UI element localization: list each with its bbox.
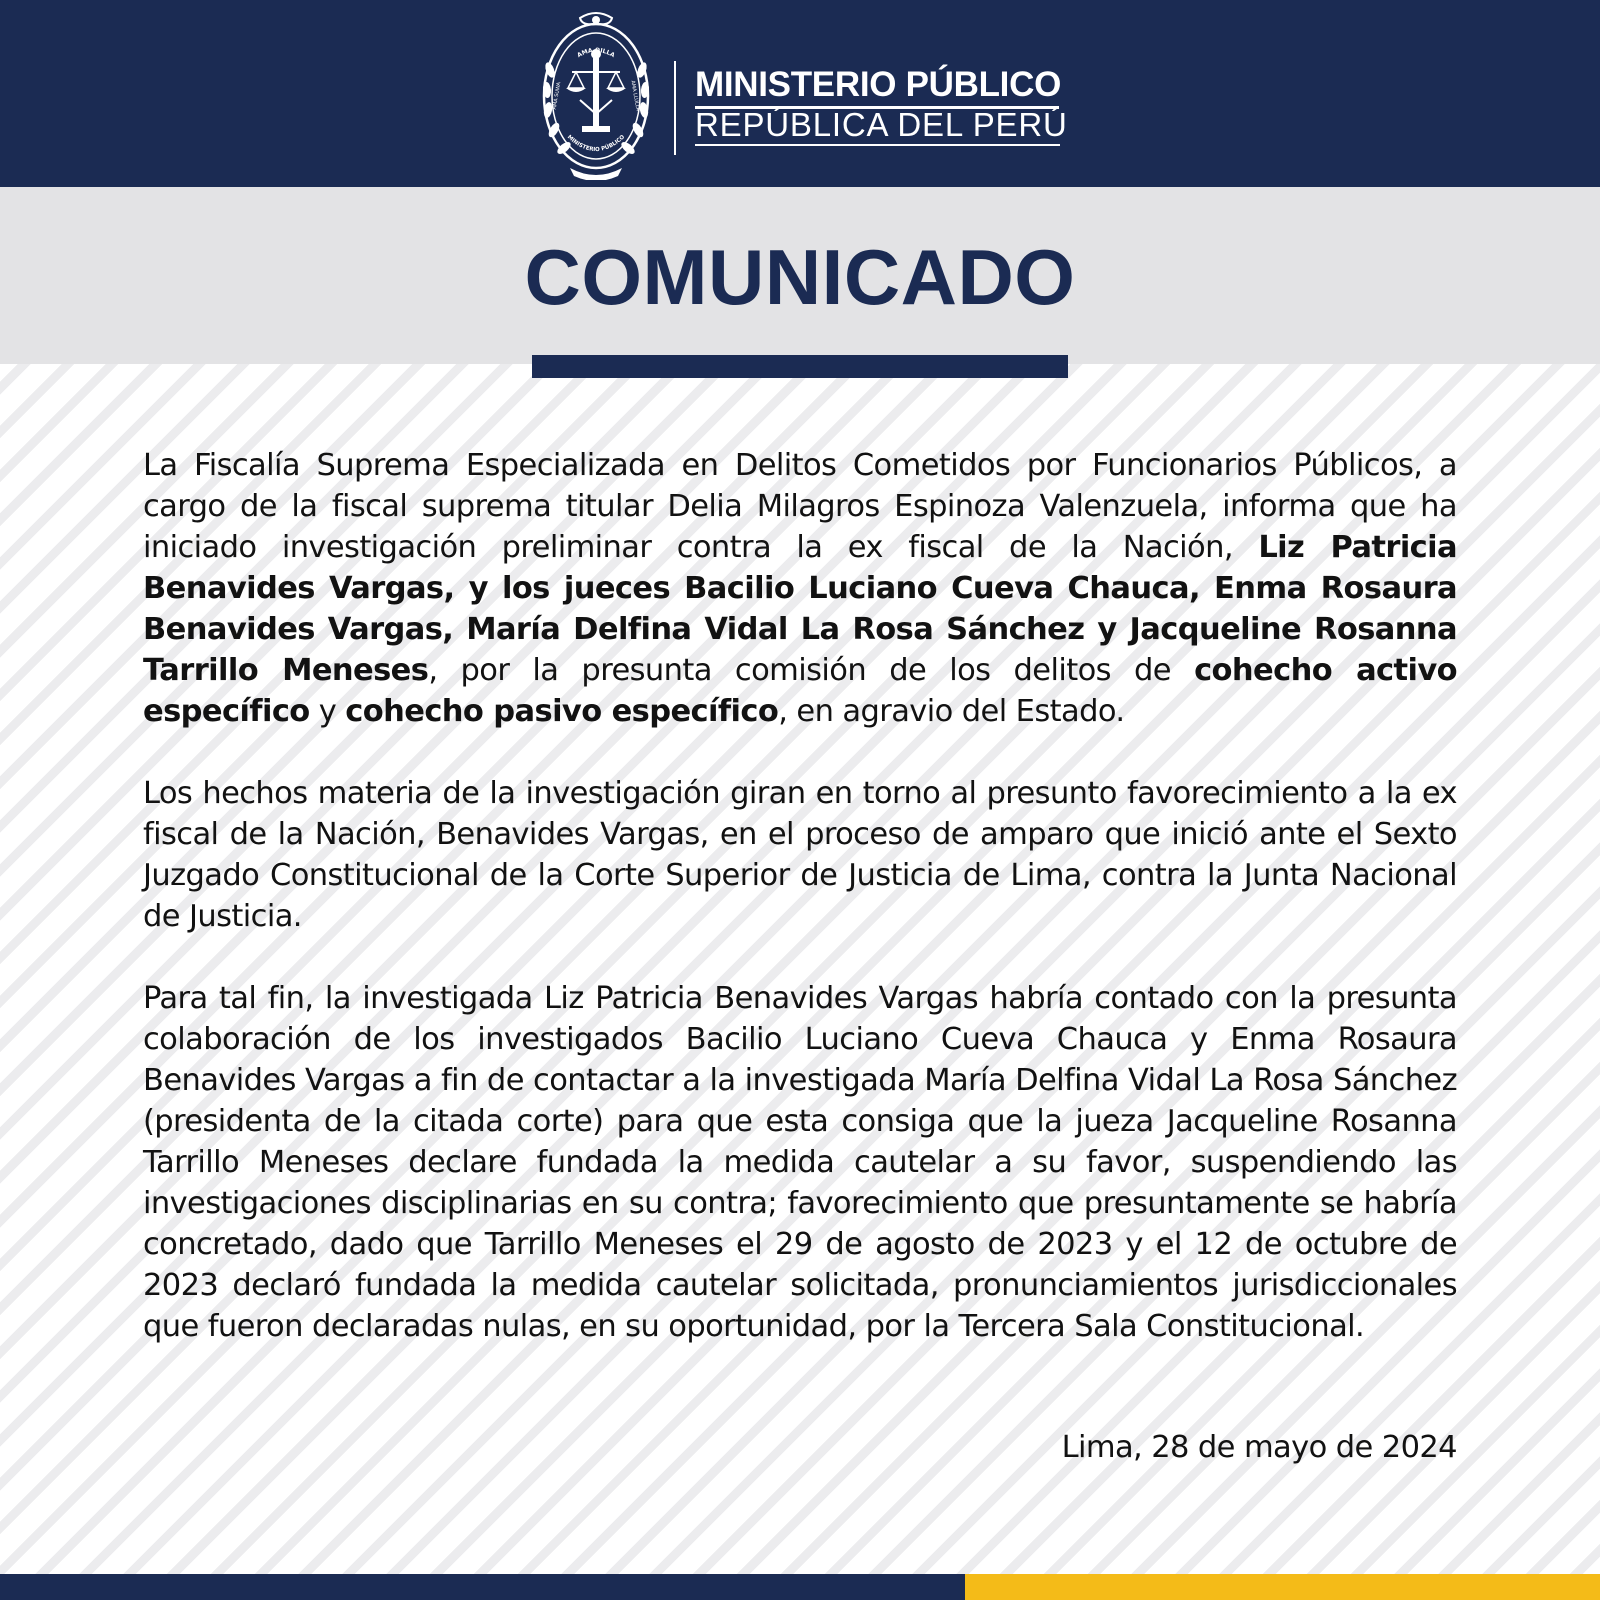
- text-run: , por la presunta comisión de los delitos de: [428, 653, 1195, 688]
- text-run: La Fiscalía Suprema Especializada en Delitos Cometidos por Funcionarios Públicos, a cargo de la fiscal suprema titular Delia Milagros Espinoza Valenzuela, informa que ha iniciado investigación preliminar contra la ex fiscal de la Nación,: [143, 448, 1457, 565]
- brand-logo: [540, 10, 1068, 180]
- paragraph-3: Para tal fin, la investigada Liz Patricia Benavides Vargas habría contado con la presunta colaboración de los investigados Bacilio Luciano Cueva Chauca y Enma Rosaura Benavides Vargas a fin de contactar a la investigada María Delfina Vidal La Rosa Sánchez (presidenta de la citada corte) para que esta consiga que la jueza Jacqueline Rosanna Tarrillo Meneses declare fundada la medida cautelar a su favor, suspendiendo las investigaciones disciplinarias en su contra; favorecimiento que presuntamente se habría concretado, dado que Tarrillo Meneses el 29 de agosto de 2023 y el 12 de octubre de 2023 declaró fundada la medida cautelar solicitada, pronunciamientos jurisdiccionales que fueron declaradas nulas, en su oportunidad, por la Tercera Sala Constitucional.: [143, 981, 1457, 1344]
- ministerio-publico-seal-icon: [540, 10, 652, 180]
- title-underline-bar: [532, 355, 1068, 378]
- bold-run: cohecho activo específico: [143, 653, 1457, 729]
- brand-divider: [674, 61, 676, 155]
- footer-stripe-navy: [0, 1574, 965, 1600]
- dateline: Lima, 28 de mayo de 2024: [1061, 1430, 1457, 1465]
- svg-text:AMA SUWA: AMA SUWA: [551, 81, 563, 110]
- brand-title: MINISTERIO PÚBLICO: [695, 65, 1061, 104]
- page-title: COMUNICADO: [524, 233, 1076, 321]
- header-bar: [0, 0, 1600, 187]
- bold-run: cohecho pasivo específico: [345, 694, 779, 729]
- communique-body: [143, 445, 1457, 1388]
- brand-subtitle: REPÚBLICA DEL PERÚ: [695, 106, 1060, 146]
- bold-run: Liz Patricia Benavides Vargas, y los jueces Bacilio Luciano Cueva Chauca, Enma Rosaura Benavides Vargas, María Delfina Vidal La Rosa Sánchez y Jacqueline Rosanna Tarrillo Meneses: [143, 530, 1457, 688]
- footer-stripe-gold: [965, 1574, 1600, 1600]
- text-run: y: [309, 694, 346, 729]
- paragraph-2: Los hechos materia de la investigación giran en torno al presunto favorecimiento a la ex fiscal de la Nación, Benavides Vargas, en el proceso de amparo que inició ante el Sexto Juzgado Constitucional de la Corte Superior de Justicia de Lima, contra la Junta Nacional de Justicia.: [143, 776, 1457, 934]
- svg-text:MINISTERIO PÚBLICO: MINISTERIO PÚBLICO: [565, 134, 627, 154]
- text-run: , en agravio del Estado.: [778, 694, 1125, 729]
- svg-text:AMA LLULLA: AMA LLULLA: [629, 80, 641, 112]
- svg-text:AMA QILLA: AMA QILLA: [576, 46, 616, 60]
- paragraph-1: [143, 445, 1457, 732]
